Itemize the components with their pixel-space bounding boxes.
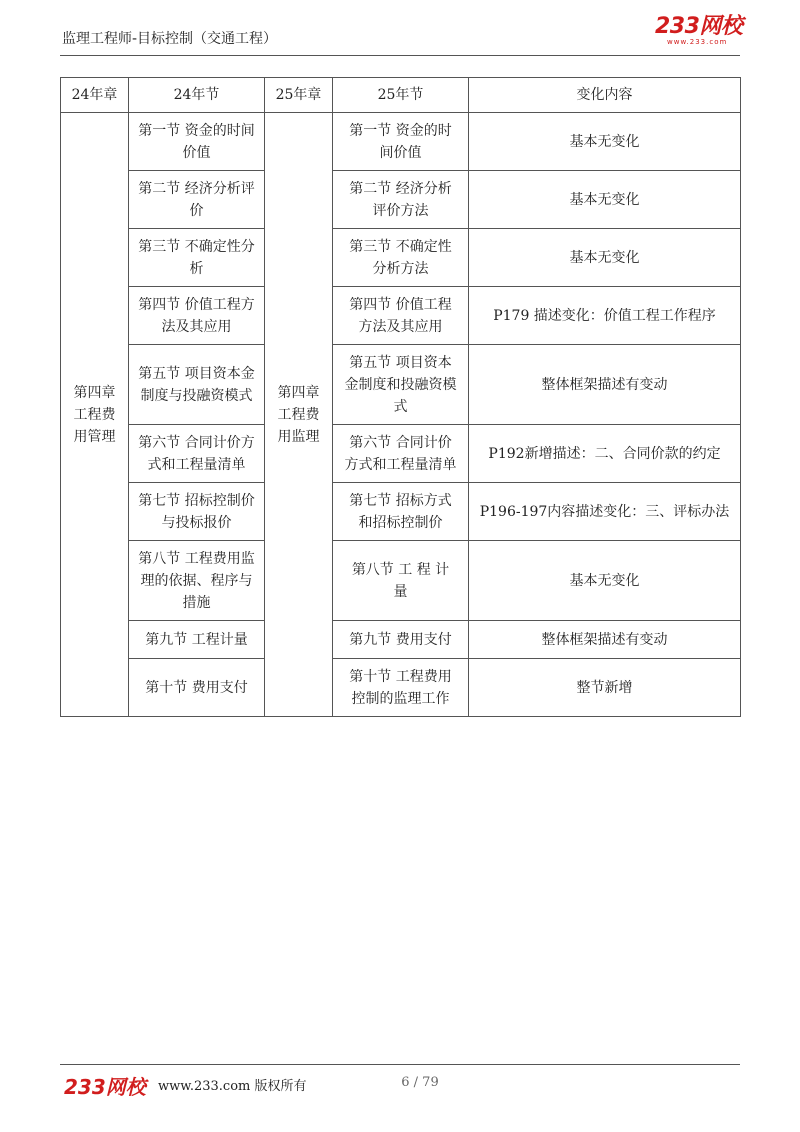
change-content-cell: 基本无变化	[469, 541, 741, 621]
section-24-line: 第九节 工程计量	[145, 631, 248, 648]
table-row	[61, 229, 741, 287]
section-24-cell	[129, 287, 265, 345]
section-25-line: 式	[393, 398, 408, 415]
section-24-line: 价	[189, 202, 204, 219]
change-content-cell: P196-197内容描述变化：三、评标办法	[469, 483, 741, 541]
table-row	[61, 541, 741, 621]
table-header-row	[61, 78, 741, 113]
section-25-cell	[333, 113, 469, 171]
section-25-line: 方法及其应用	[358, 318, 443, 335]
section-25-line: 第七节 招标方式	[349, 492, 452, 509]
table-body	[61, 113, 741, 717]
section-24-line: 第六节 合同计价方	[138, 434, 255, 451]
section-24-line: 措施	[182, 594, 211, 611]
logo-text: 233网校	[655, 14, 743, 39]
chapter-comparison-table	[60, 77, 741, 717]
section-24-cell	[129, 483, 265, 541]
change-content-cell: 基本无变化	[469, 171, 741, 229]
section-25-line: 第十节 工程费用	[349, 668, 452, 685]
change-content-cell: 整体框架描述有变动	[469, 345, 741, 425]
table-row	[61, 659, 741, 717]
change-content-cell: P192新增描述：二、合同价款的约定	[469, 425, 741, 483]
section-25-cell	[333, 483, 469, 541]
section-25-line: 第四节 价值工程	[349, 296, 452, 313]
footer-divider	[60, 1064, 740, 1065]
section-24-line: 第一节 资金的时间	[138, 122, 255, 139]
chapter-24-cell: 第四章工程费用管理	[61, 113, 129, 717]
change-content-cell: 整节新增	[469, 659, 741, 717]
section-25-cell	[333, 541, 469, 621]
section-24-line: 制度与投融资模式	[140, 387, 253, 404]
section-24-line: 第十节 费用支付	[145, 679, 248, 696]
section-24-cell	[129, 541, 265, 621]
chapter-25-cell: 第四章工程费用监理	[265, 113, 333, 717]
section-25-line: 第三节 不确定性	[349, 238, 452, 255]
section-25-line: 间价值	[379, 144, 422, 161]
change-content-cell: 基本无变化	[469, 229, 741, 287]
change-content-cell: 基本无变化	[469, 113, 741, 171]
section-25-cell	[333, 659, 469, 717]
section-24-line: 第四节 价值工程方	[138, 296, 255, 313]
section-25-cell	[333, 287, 469, 345]
table-row	[61, 287, 741, 345]
section-25-line: 第九节 费用支付	[349, 631, 452, 648]
change-content-cell: 整体框架描述有变动	[469, 621, 741, 659]
table-row	[61, 345, 741, 425]
section-25-line: 量	[393, 583, 408, 600]
section-25-line: 方式和工程量清单	[344, 456, 457, 473]
section-25-cell	[333, 345, 469, 425]
section-25-line: 控制的监理工作	[351, 690, 450, 707]
section-24-cell	[129, 345, 265, 425]
table-row	[61, 483, 741, 541]
page-number: 6 / 79	[401, 1075, 439, 1090]
section-25-cell	[333, 621, 469, 659]
section-24-line: 析	[189, 260, 204, 277]
section-25-line: 第一节 资金的时	[349, 122, 452, 139]
section-24-line: 价值	[182, 144, 211, 161]
section-24-cell	[129, 425, 265, 483]
brand-logo	[655, 16, 745, 50]
section-25-line: 和招标控制价	[358, 514, 443, 531]
document-title: 监理工程师-目标控制（交通工程）	[62, 31, 278, 47]
section-24-cell	[129, 659, 265, 717]
section-24-line: 第七节 招标控制价	[138, 492, 255, 509]
copyright-text: www.233.com 版权所有	[158, 1079, 307, 1094]
table-row	[61, 425, 741, 483]
section-25-line: 分析方法	[372, 260, 429, 277]
section-25-line: 评价方法	[372, 202, 429, 219]
table-row	[61, 171, 741, 229]
section-25-line: 第六节 合同计价	[349, 434, 452, 451]
logo-url: www.233.com	[667, 38, 728, 46]
header-cell: 25年节	[333, 78, 469, 113]
section-24-line: 第八节 工程费用监	[138, 550, 255, 567]
section-24-cell	[129, 171, 265, 229]
section-25-line: 第八节 工 程 计	[351, 561, 450, 578]
table-row	[61, 113, 741, 171]
section-24-cell	[129, 621, 265, 659]
header-cell: 变化内容	[469, 78, 741, 113]
section-24-cell	[129, 229, 265, 287]
section-25-line: 金制度和投融资模	[344, 376, 457, 393]
section-24-cell	[129, 113, 265, 171]
section-24-line: 第二节 经济分析评	[138, 180, 255, 197]
section-24-line: 第五节 项目资本金	[138, 365, 255, 382]
change-content-cell: P179 描述变化：价值工程工作程序	[469, 287, 741, 345]
header-cell: 24年节	[129, 78, 265, 113]
section-24-line: 理的依据、程序与	[140, 572, 253, 589]
section-25-cell	[333, 229, 469, 287]
section-25-cell	[333, 171, 469, 229]
header-divider	[60, 55, 740, 56]
footer-logo: 233网校	[64, 1075, 146, 1099]
table-row	[61, 621, 741, 659]
header-cell: 25年章	[265, 78, 333, 113]
header-cell: 24年章	[61, 78, 129, 113]
section-25-line: 第二节 经济分析	[349, 180, 452, 197]
section-24-line: 式和工程量清单	[147, 456, 246, 473]
section-24-line: 与投标报价	[161, 514, 232, 531]
section-25-cell	[333, 425, 469, 483]
section-24-line: 第三节 不确定性分	[138, 238, 255, 255]
section-24-line: 法及其应用	[161, 318, 232, 335]
section-25-line: 第五节 项目资本	[349, 354, 452, 371]
